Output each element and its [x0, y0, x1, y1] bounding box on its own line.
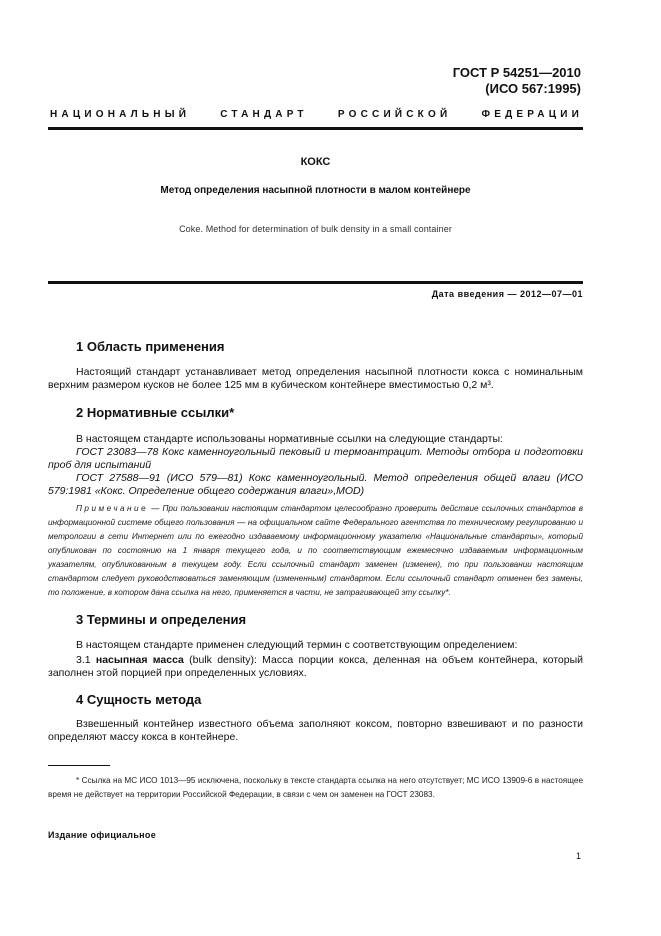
national-standard-banner	[50, 109, 583, 120]
scope-paragraph: Настоящий стандарт устанавливает метод определения насыпной плотности кокса с номинальным верхним размером кусков не более 125 мм в кубическом контейнере вместимостью 0,2 м³.	[48, 366, 583, 391]
method-paragraph: Взвешенный контейнер известного объема заполняют коксом, повторно взвешивают и по разности определяют массу кокса в контейнере.	[48, 718, 583, 743]
standard-number: ГОСТ Р 54251—2010	[452, 65, 581, 80]
english-title: Coke. Method for determination of bulk density in a small container	[179, 224, 452, 234]
reference-item: ГОСТ 27588—91 (ИСО 579—81) Кокс каменноугольный. Метод определения общей влаги (ИСО 579:1981 «Кокс. Определение общего содержания влаги»,MOD)	[48, 472, 583, 497]
banner-word: ФЕДЕРАЦИИ	[481, 109, 583, 120]
note-label: Примечание	[76, 504, 149, 513]
iso-reference: (ИСО 567:1995)	[485, 81, 581, 96]
section-heading-scope: 1 Область применения	[76, 339, 225, 354]
note-text: — При пользовании настоящим стандартом целесообразно проверить действие ссылочных стандартов в информационной системе общего пользования — на официальном сайте Федерального агентства по техническому регулированию и метрологии в сети Интернет или по ежегодно издаваемому информационному указателю «Национальные стандарты», который опубликован по состоянию на 1 января текущего года, и по соответствующим ежемесячно издаваемым информационным указателям, опубликованным в текущем году. Если ссылочный стандарт заменен (изменен), то при пользовании настоящим стандартом следует руководствоваться заменяющим (измененным) стандартом. Если ссылочный стандарт отменен без замены, то положение, в котором дана ссылка на него, применяется в части, не затрагивающей эту ссылку*.	[48, 504, 583, 597]
document-subtitle: Метод определения насыпной плотности в малом контейнере	[160, 185, 471, 196]
section-heading-terms: 3 Термины и определения	[76, 612, 247, 627]
references-intro: В настоящем стандарте использованы нормативные ссылки на следующие стандарты:	[76, 433, 503, 445]
edition-label: Издание официальное	[48, 830, 157, 840]
term-definition	[48, 654, 583, 680]
banner-word: РОССИЙСКОЙ	[337, 109, 452, 120]
introduction-date: Дата введения — 2012—07—01	[431, 289, 583, 299]
page-number: 1	[575, 851, 581, 861]
term-number: 3.1	[76, 654, 96, 666]
document-title: КОКС	[300, 156, 331, 168]
term-text: (bulk density): Масса порции кокса, деленная на объем контейнера, который заполнен этой порцией при определенных условиях.	[48, 654, 584, 679]
section-heading-method: 4 Сущность метода	[76, 692, 202, 707]
term-name: насыпная масса	[95, 654, 184, 666]
banner-word: НАЦИОНАЛЬНЫЙ	[50, 109, 191, 120]
footnote: * Ссылка на МС ИСО 1013—95 исключена, поскольку в тексте стандарта ссылка на него отсутствует; МС ИСО 13909-6 в настоящее время не действует на территории Российской Федерации, в связи с чем он заменен на ГОСТ 23083.	[48, 776, 583, 799]
title-divider	[48, 281, 583, 284]
footnote-divider	[48, 765, 110, 766]
terms-intro: В настоящем стандарте применен следующий термин с соответствующим определением:	[76, 639, 518, 651]
references-note	[48, 502, 583, 600]
banner-word: СТАНДАРТ	[220, 109, 308, 120]
header-divider	[48, 127, 583, 130]
section-heading-references: 2 Нормативные ссылки*	[76, 405, 235, 420]
reference-item: ГОСТ 23083—78 Кокс каменноугольный пековый и термоантрацит. Методы отбора и подготовки проб для испытаний	[48, 446, 583, 471]
